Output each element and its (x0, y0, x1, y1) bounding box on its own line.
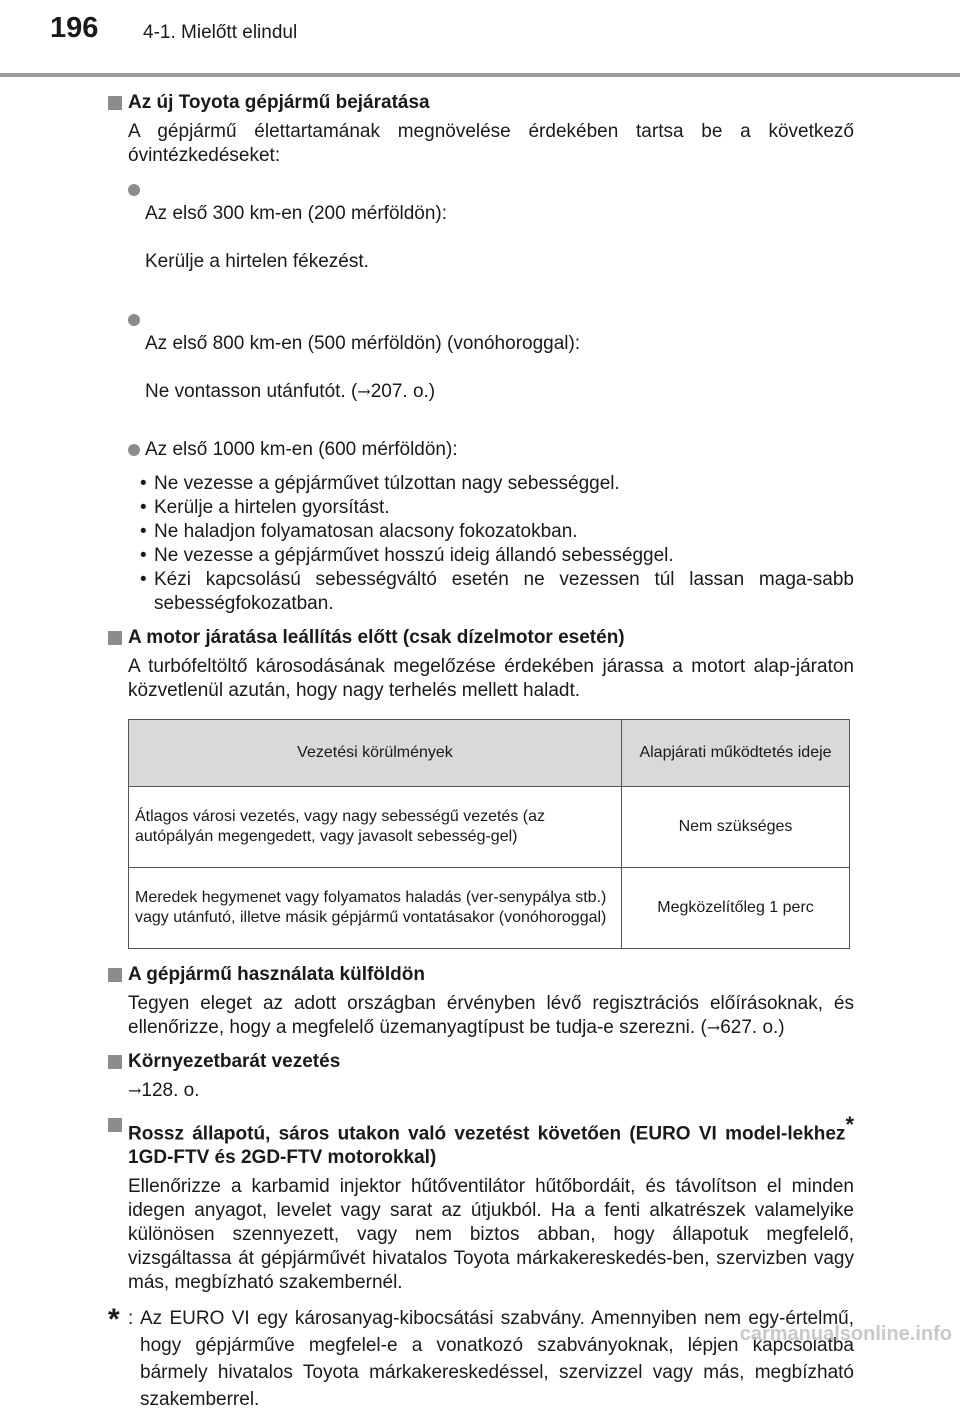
paragraph: Tegyen eleget az adott országban érvényben lévő regisztrációs előírásoknak, és ellenőrizze, hogy a megfelelő üzemanyagtípust be tudja-e szerezni. (→627. o.) (128, 993, 854, 1038)
sub-list-item: • Ne vezesse a gépjárművet hosszú ideig állandó sebességgel. (140, 545, 674, 566)
sub-list-item: • Kerülje a hirtelen gyorsítást. (140, 497, 390, 518)
list-item-text: Az első 800 km-en (500 mérföldön) (vonóhoroggal): (145, 333, 581, 354)
section-title-text: A gépjármű használata külföldön (128, 964, 426, 985)
arrow-right-icon: → (706, 1018, 721, 1037)
table-cell: Meredek hegymenet vagy folyamatos haladás (ver-senypálya stb.) vagy utánfutó, illetve másik gépjármű vontatásakor (vonóhoroggal) (129, 868, 622, 949)
chapter-title: 4-1. Mielőtt elindul (143, 22, 298, 43)
list-item (128, 438, 854, 462)
page-content (108, 91, 854, 1413)
list-item-text: Az első 1000 km-en (600 mérföldön): (145, 439, 458, 460)
table-cell: Megközelítőleg 1 perc (622, 868, 850, 949)
list-item-text: Az első 300 km-en (200 mérföldön): (145, 203, 448, 224)
section-heading (108, 1050, 854, 1074)
section-heading (108, 1113, 854, 1170)
list-item-text: Ne vontasson utánfutót. (→207. o.) (145, 381, 436, 402)
square-bullet-icon (108, 1055, 122, 1069)
page-reference: 627. o.) (720, 1017, 785, 1038)
table-cell: Nem szükséges (622, 787, 850, 868)
arrow-right-icon: → (357, 382, 371, 401)
list-item-text: Kerülje a hirtelen fékezést. (145, 251, 369, 272)
page-number: 196 (50, 12, 99, 44)
square-bullet-icon (108, 96, 122, 110)
circle-bullet-icon (128, 314, 140, 326)
paragraph: A turbófeltöltő károsodásának megelőzése érdekében járassa a motort alap-járaton közvetlenül azután, hogy nagy terhelés mellett haladt. (128, 656, 854, 701)
footnote: * : Az EURO VI egy károsanyag-kibocsátási szabvány. Amennyiben nem egy-értelmű, hogy gépjárműve megfelel-e a vonatkozó szabványoknak, lépjen kapcsolatba bármely hivatalos Toyota márkakereskedéssel, szervizzel vagy más, megbízható szakemberrel. (108, 1305, 854, 1413)
section-heading (108, 626, 854, 650)
table-header: Vezetési körülmények (129, 720, 622, 787)
section-title-text: Az új Toyota gépjármű bejáratása (128, 92, 430, 113)
idle-time-table (128, 719, 850, 949)
square-bullet-icon (108, 631, 122, 645)
paragraph: A gépjármű élettartamának megnövelése érdekében tartsa be a következő óvintézkedéseket: (128, 121, 854, 166)
table-row (129, 868, 850, 949)
footnote-text: Az EURO VI egy károsanyag-kibocsátási szabvány. Amennyiben nem egy-értelmű, hogy gépjárműve megfelel-e a vonatkozó szabványoknak, lépjen kapcsolatba bármely hivatalos Toyota márkakereskedéssel, szervizzel vagy más, megbízható szakemberrel. (140, 1308, 854, 1411)
header-divider (0, 73, 960, 77)
square-bullet-icon (108, 1118, 122, 1132)
paragraph (128, 1079, 854, 1103)
section-title-text: A motor járatása leállítás előtt (csak dízelmotor esetén) (128, 627, 625, 648)
table-cell: Átlagos városi vezetés, vagy nagy sebességű vezetés (az autópályán megengedett, vagy javasolt sebesség-gel) (129, 787, 622, 868)
square-bullet-icon (108, 968, 122, 982)
watermark: carmanualsonline.info (739, 1323, 952, 1345)
list-item (128, 178, 854, 298)
section-title-text: Környezetbarát vezetés (128, 1051, 341, 1072)
paragraph: Ellenőrizze a karbamid injektor hűtőventilátor hűtőbordáit, és távolítson el minden idegen anyagot, levelet vagy sarat az útjukból. Ha a fenti alkatrészek valamelyike különösen szennyezett, vagy nem biztos abban, hogy állapotuk megfelelő, vizsgáltassa át gépjárművét hivatalos Toyota márkakereskedés-ben, szervizben vagy más, megbízható szakembernél. (128, 1176, 854, 1294)
sub-list (140, 472, 854, 616)
sub-list-item: • Ne vezesse a gépjárművet túlzottan nagy sebességgel. (140, 473, 620, 494)
table-row (129, 787, 850, 868)
section-title-text: Rossz állapotú, sáros utakon való vezetést követően (EURO VI model-lekhez* 1GD-FTV és 2GD-FTV motorokkal) (128, 1112, 854, 1169)
section-heading (108, 963, 854, 987)
list-item (128, 308, 854, 428)
asterisk-marker: * (845, 1112, 854, 1137)
table-header: Alapjárati működtetés ideje (622, 720, 850, 787)
asterisk-marker: * (108, 1303, 120, 1337)
circle-bullet-icon (128, 444, 140, 456)
sub-list-item: • Kézi kapcsolású sebességváltó esetén ne vezessen túl lassan maga-sabb sebességfokozatban. (140, 569, 854, 614)
sub-list-item: • Ne haladjon folyamatosan alacsony fokozatokban. (140, 521, 578, 542)
page-header (0, 0, 960, 80)
circle-bullet-icon (128, 184, 140, 196)
arrow-right-icon: → (128, 1081, 142, 1100)
page-reference: 207. o.) (370, 381, 436, 402)
page-reference: 128. o. (141, 1080, 200, 1101)
section-heading (108, 91, 854, 115)
